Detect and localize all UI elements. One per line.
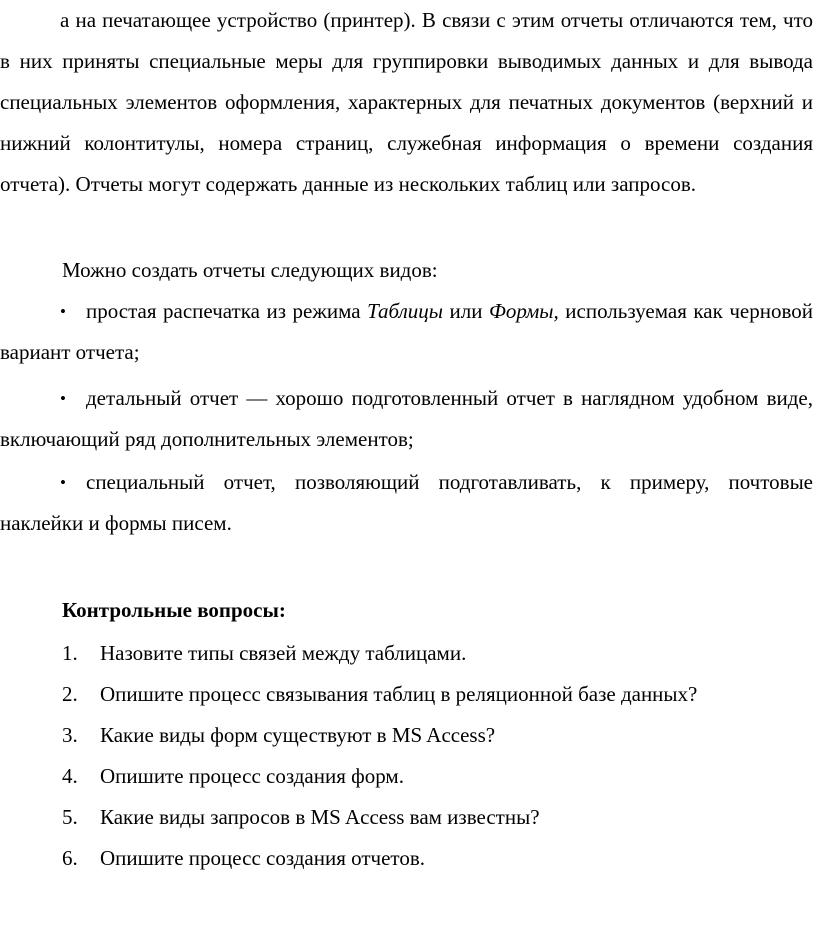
bullet-item-special-report [0,462,813,544]
list-item-number: 3. [62,723,78,747]
list-item [62,797,697,838]
list-item-text: Какие виды форм существуют в MS Access? [100,723,496,747]
reports-types-intro: Можно создать отчеты следующих видов: [62,258,438,282]
paragraph-reports-description: а на печатающее устройство (принтер). В связи с этим отчеты отличаются тем, что в них приняты специальные меры для группировки выводимых данных и для вывода специальных элементов оформления, характерных для печатных документов (верхний и нижний колонтитулы, номера страниц, служебная информация о времени создания отчета). Отчеты могут содержать данные из нескольких таблиц или запросов. [0,8,813,196]
bullet-icon: • [60,473,66,492]
list-item [62,633,697,674]
list-item-number: 5. [62,805,78,829]
list-item-number: 2. [62,682,78,706]
bullet-icon: • [60,389,66,408]
list-item [62,838,697,879]
bullet-text: простая распечатка из режима [86,299,368,323]
bullet-icon: • [60,302,66,321]
bullet-item-simple-printout [0,291,813,373]
list-item-number: 1. [62,641,78,665]
list-item [62,756,697,797]
control-questions-heading: Контрольные вопросы: [62,598,286,622]
list-item-number: 6. [62,846,78,870]
bullet-item-detailed-report [0,378,813,460]
list-item-text: Опишите процесс создания форм. [100,764,404,788]
list-item-text: Назовите типы связей между таблицами. [100,641,467,665]
list-item [62,674,697,715]
list-item [62,715,697,756]
list-item-number: 4. [62,764,78,788]
list-item-text: Опишите процесс связывания таблиц в реляционной базе данных? [100,682,698,706]
bullet-text: или [442,299,490,323]
bullet-italic-term: Формы, [489,299,559,323]
list-item-text: Опишите процесс создания отчетов. [100,846,425,870]
control-questions-list [62,633,697,879]
list-item-text: Какие виды запросов в MS Access вам известны? [100,805,540,829]
bullet-text: используемая как черновой вариант отчета; [0,299,813,364]
bullet-text: специальный отчет, позволяющий подготавливать, к примеру, почтовые наклейки и формы писем. [0,470,813,535]
bullet-italic-term: Таблицы [367,299,443,323]
bullet-text: детальный отчет — хорошо подготовленный отчет в наглядном удобном виде, включающий ряд дополнительных элементов; [0,386,813,451]
